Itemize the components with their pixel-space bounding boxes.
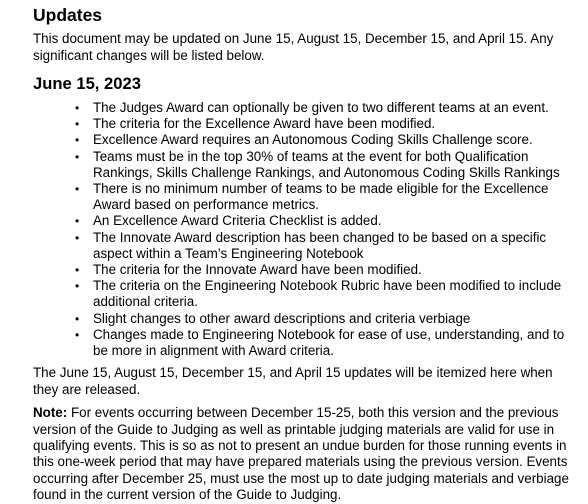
- bullet-icon: •: [75, 182, 80, 197]
- list-item-text: The criteria for the Innovate Award have been modified.: [93, 262, 422, 278]
- bullet-icon: •: [75, 311, 80, 326]
- bullet-icon: •: [75, 279, 80, 294]
- note-text: For events occurring between December 15-25, both this version and the previous version of the Guide to Judging as well as printable judging materials are valid for use in qualifying events. This is so as not to present an undue burden for those running events in this one-week period that may have prepared materials using the previous version. Events occurring after December 25, must use the most up to date judging materials and verbiage found in the current version of the Guide to Judging.: [33, 405, 569, 503]
- list-item-text: Teams must be in the top 30% of teams at the event for both Qualification Rankings, Skills Challenge Rankings, and Autonomous Coding Skills Rankings: [93, 148, 560, 180]
- list-item-text: The criteria for the Excellence Award have been modified.: [93, 116, 436, 132]
- list-item-text: The criteria on the Engineering Notebook Rubric have been modified to include additional criteria.: [93, 278, 562, 310]
- list-item: [33, 213, 578, 229]
- section-date-heading: June 15, 2023: [33, 74, 141, 93]
- bullet-icon: •: [75, 327, 80, 342]
- list-item: [33, 327, 578, 359]
- list-item-text: Slight changes to other award descriptions and criteria verbiage: [93, 310, 471, 326]
- list-item: [33, 230, 578, 262]
- bullet-icon: •: [75, 230, 80, 245]
- bullet-icon: •: [75, 101, 80, 115]
- list-item: [33, 262, 578, 278]
- list-item-text: The Innovate Award description has been changed to be based on a specific aspect within a Team’s Engineering Notebook: [93, 229, 547, 261]
- note-paragraph: [33, 405, 578, 503]
- bullet-icon: •: [75, 133, 80, 148]
- list-item: [33, 149, 578, 181]
- list-item: [33, 278, 578, 310]
- list-item-text: There is no minimum number of teams to be made eligible for the Excellence Award based on performance metrics.: [93, 181, 549, 213]
- bullet-icon: •: [75, 214, 80, 229]
- bullet-icon: •: [75, 117, 80, 132]
- list-item-text: Changes made to Engineering Notebook for ease of use, understanding, and to be more in alignment with Award criteria.: [93, 326, 565, 359]
- updates-heading: Updates: [33, 5, 103, 25]
- list-item-text: The Judges Award can optionally be given to two different teams at an event.: [93, 100, 549, 115]
- list-item: [33, 132, 578, 148]
- list-item: [33, 100, 578, 116]
- updates-intro-paragraph: This document may be updated on June 15, August 15, December 15, and April 15. Any significant changes will be listed below.: [33, 31, 554, 63]
- list-item-text: An Excellence Award Criteria Checklist is added.: [93, 213, 382, 229]
- list-item: [33, 181, 578, 213]
- updates-itemized-paragraph: The June 15, August 15, December 15, and April 15 updates will be itemized here when they are released.: [33, 365, 553, 397]
- list-item: [33, 311, 578, 327]
- list-item-text: Excellence Award requires an Autonomous Coding Skills Challenge score.: [93, 132, 533, 148]
- changes-list: [33, 100, 578, 359]
- bullet-icon: •: [75, 263, 80, 278]
- bullet-icon: •: [75, 149, 80, 164]
- list-item: [33, 116, 578, 132]
- note-label: Note:: [33, 405, 68, 421]
- document-page: [33, 5, 578, 504]
